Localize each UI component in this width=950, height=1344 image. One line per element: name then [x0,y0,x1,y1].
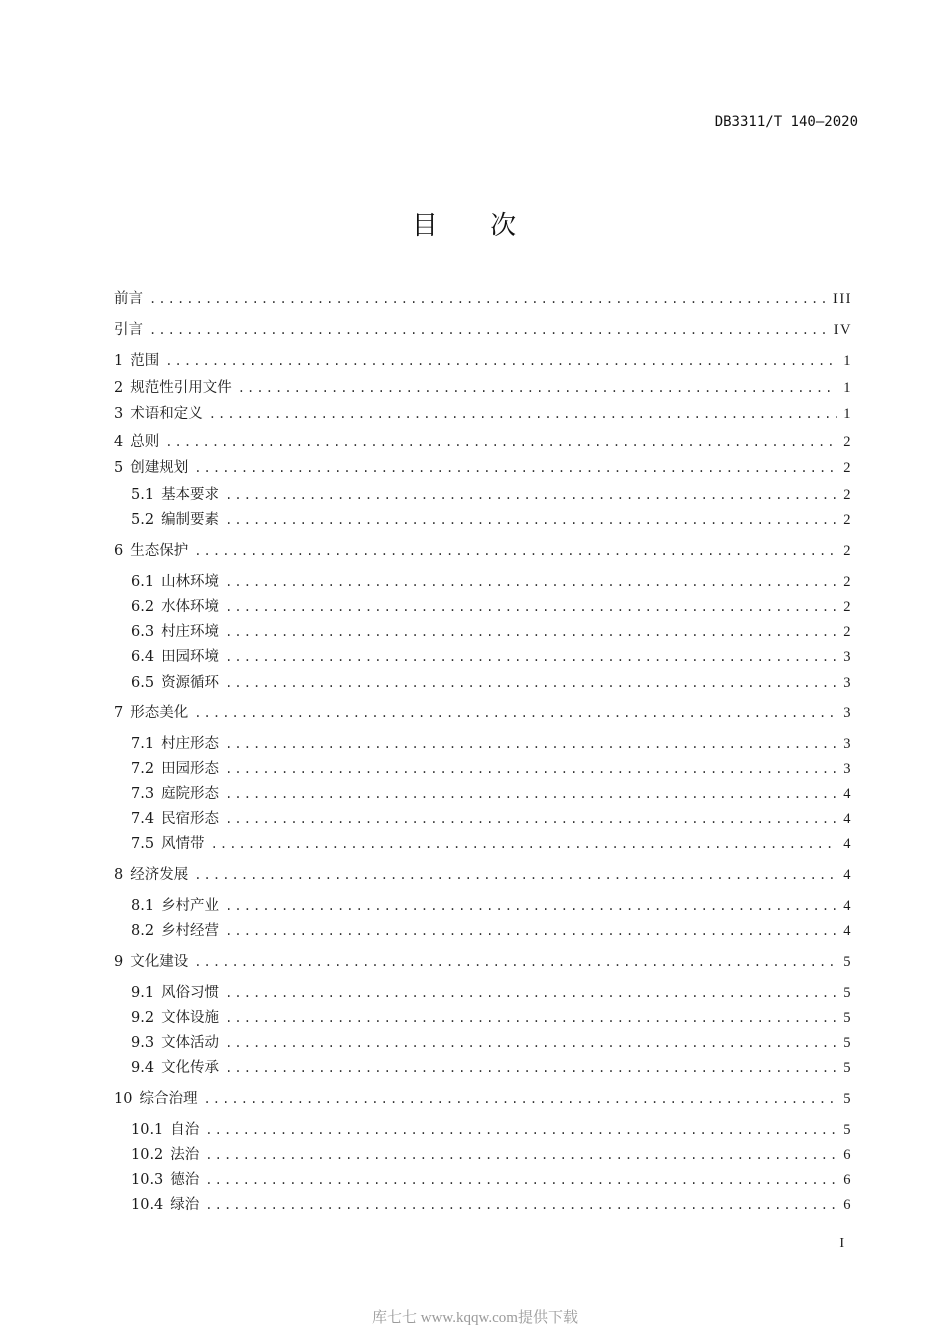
toc-entry-label [131,597,219,617]
toc-entry-number: 10.2 [131,1147,164,1163]
toc-dot-leader [225,1058,837,1078]
toc-entry-number: 10.3 [131,1172,164,1188]
toc-entry-label [131,1033,219,1053]
toc-entry-label [131,485,219,505]
toc-dot-leader [205,1195,837,1215]
toc-entry-title: 法治 [170,1147,200,1163]
toc-entry-label [131,673,219,693]
toc-dot-leader [203,1089,837,1109]
toc-entry-page: 2 [843,487,852,503]
toc-entry[interactable] [114,432,852,452]
toc-dot-leader [225,734,837,754]
toc-entry-number: 7.5 [131,836,155,852]
toc-entry-number: 8.2 [131,923,155,939]
toc-dot-leader [225,983,837,1003]
toc-entry[interactable] [131,921,852,941]
toc-dot-leader [194,458,837,478]
toc-entry[interactable] [131,1195,852,1215]
toc-entry[interactable] [131,485,852,505]
toc-dot-leader [194,541,837,561]
toc-entry-page: 4 [843,786,852,802]
toc-entry-number: 10.4 [131,1197,164,1213]
toc-entry-label [114,703,188,723]
toc-dot-leader [225,1033,837,1053]
toc-entry-number: 7 [114,705,124,721]
toc-entry-title: 引言 [114,322,143,338]
toc-entry-label [114,541,188,561]
toc-dot-leader [225,572,837,592]
toc-entry-number: 6.5 [131,675,155,691]
toc-entry[interactable] [131,1008,852,1028]
toc-dot-leader [194,952,837,972]
toc-entry-title: 风情带 [161,836,205,852]
toc-dot-leader [225,510,837,530]
toc-entry-page: 4 [843,811,852,827]
toc-entry-title: 乡村经营 [161,923,220,939]
toc-entry-number: 6.2 [131,599,155,615]
toc-entry-label [114,458,188,478]
toc-dot-leader [165,432,837,452]
toc-entry-label [131,1145,199,1165]
toc-entry-page: 2 [843,599,852,615]
toc-dot-leader [149,289,827,309]
toc-entry-page: 6 [843,1197,852,1213]
toc-entry-page: 5 [843,1035,852,1051]
toc-entry[interactable] [114,289,852,309]
toc-entry-page: 4 [843,836,852,852]
toc-entry[interactable] [131,896,852,916]
toc-entry-title: 形态美化 [130,705,189,721]
toc-entry-number: 4 [114,434,124,450]
toc-entry-label [131,784,219,804]
toc-dot-leader [225,647,837,667]
toc-entry-label [131,510,219,530]
toc-entry[interactable] [131,572,852,592]
toc-entry-title: 创建规划 [130,460,189,476]
toc-entry-label [131,809,219,829]
toc-entry-label [114,952,188,972]
toc-entry-page: 5 [843,1122,852,1138]
toc-entry-label [131,1058,219,1078]
toc-entry[interactable] [114,1089,852,1109]
toc-entry-page: 4 [843,867,852,883]
toc-dot-leader [238,378,838,398]
toc-entry-number: 7.2 [131,761,155,777]
toc-entry-label [114,351,159,371]
toc-entry-label [131,759,219,779]
toc-entry-number: 1 [114,353,124,369]
toc-entry-title: 风俗习惯 [161,985,220,1001]
toc-entry-number: 5 [114,460,124,476]
toc-entry[interactable] [131,510,852,530]
toc-entry-title: 经济发展 [130,867,189,883]
toc-entry-label [114,865,188,885]
toc-entry-label [114,404,203,424]
toc-entry-title: 村庄形态 [161,736,220,752]
toc-entry[interactable] [114,865,852,885]
toc-entry-title: 文体活动 [161,1035,220,1051]
toc-entry[interactable] [114,351,852,371]
toc-dot-leader [225,809,837,829]
toc-entry-title: 总则 [130,434,160,450]
toc-entry-number: 7.4 [131,811,155,827]
toc-entry[interactable] [114,458,852,478]
toc-entry-number: 5.2 [131,512,155,528]
toc-entry-title: 生态保护 [130,543,189,559]
toc-entry-label [131,734,219,754]
toc-dot-leader [205,1145,837,1165]
toc-entry-title: 水体环境 [161,599,220,615]
toc-entry[interactable] [114,404,852,424]
toc-entry[interactable] [114,378,852,398]
toc-entry-title: 综合治理 [139,1091,198,1107]
toc-entry[interactable] [131,1033,852,1053]
toc-dot-leader [225,673,837,693]
toc-entry-page: 2 [843,460,852,476]
toc-entry-title: 范围 [130,353,160,369]
toc-entry-number: 9.3 [131,1035,155,1051]
toc-entry-label [131,622,219,642]
toc-entry[interactable] [131,834,852,854]
toc-entry-label [131,834,205,854]
toc-entry-page: 2 [843,512,852,528]
toc-entry-page: 5 [843,1091,852,1107]
toc-dot-leader [225,921,837,941]
toc-entry-title: 村庄环境 [161,624,220,640]
toc-entry[interactable] [114,952,852,972]
toc-entry-title: 资源循环 [161,675,220,691]
toc-entry-number: 9.2 [131,1010,155,1026]
toc-entry-number: 8 [114,867,124,883]
toc-entry-page: 3 [843,649,852,665]
toc-entry[interactable] [114,703,852,723]
toc-entry-number: 6.4 [131,649,155,665]
toc-entry[interactable] [131,734,852,754]
toc-entry-page: 2 [843,624,852,640]
toc-entry[interactable] [131,784,852,804]
page-title: 目 次 [411,211,539,241]
toc-entry[interactable] [131,673,852,693]
toc-entry[interactable] [131,1058,852,1078]
toc-entry-title: 田园形态 [161,761,220,777]
page-number: I [839,1236,844,1251]
toc-entry-number: 9.1 [131,985,155,1001]
toc-entry-label [114,320,143,340]
toc-entry[interactable] [131,1170,852,1190]
toc-entry-label [131,1170,199,1190]
toc-entry-title: 自治 [170,1122,200,1138]
toc-entry-label [131,896,219,916]
toc-entry-label [114,432,159,452]
toc-entry-title: 民宿形态 [161,811,220,827]
toc-dot-leader [205,1170,837,1190]
toc-entry[interactable] [131,647,852,667]
toc-entry-number: 7.3 [131,786,155,802]
toc-entry-title: 基本要求 [161,487,220,503]
toc-entry-title: 规范性引用文件 [130,380,232,396]
toc-entry-page: 6 [843,1172,852,1188]
toc-entry-title: 山林环境 [161,574,220,590]
toc-entry[interactable] [131,622,852,642]
toc-dot-leader [225,1008,837,1028]
toc-entry-title: 绿治 [170,1197,200,1213]
toc-entry[interactable] [131,983,852,1003]
toc-entry-label [131,647,219,667]
toc-entry[interactable] [131,1145,852,1165]
toc-dot-leader [225,597,837,617]
toc-entry-page: III [833,291,852,307]
toc-entry-title: 德治 [170,1172,200,1188]
toc-entry-label [131,572,219,592]
toc-dot-leader [225,896,837,916]
toc-entry[interactable] [131,597,852,617]
toc-dot-leader [194,703,837,723]
toc-entry-label [131,921,219,941]
toc-entry-title: 编制要素 [161,512,220,528]
toc-entry-title: 前言 [114,291,143,307]
toc-entry-page: 1 [843,353,852,369]
toc-entry-page: 1 [843,406,852,422]
toc-entry-number: 6.3 [131,624,155,640]
toc-entry-label [131,1120,199,1140]
toc-entry-title: 田园环境 [161,649,220,665]
toc-entry-page: 2 [843,543,852,559]
toc-entry-label [131,983,219,1003]
toc-entry-label [131,1195,199,1215]
toc-entry-page: 3 [843,761,852,777]
toc-dot-leader [225,485,837,505]
toc-dot-leader [165,351,837,371]
toc-entry-number: 8.1 [131,898,155,914]
toc-entry-title: 文体设施 [161,1010,220,1026]
toc-entry-page: 2 [843,434,852,450]
toc-entry-page: 4 [843,923,852,939]
toc-entry-number: 5.1 [131,487,155,503]
toc-entry-label [114,289,143,309]
toc-entry-title: 乡村产业 [161,898,220,914]
toc-dot-leader [209,404,838,424]
toc-entry-number: 9 [114,954,124,970]
watermark-text: 库七七 www.kqqw.com提供下载 [372,1310,578,1326]
toc-dot-leader [225,759,837,779]
document-code: DB3311/T 140—2020 [714,114,858,130]
toc-entry[interactable] [114,541,852,561]
toc-entry-page: 3 [843,675,852,691]
toc-dot-leader [225,622,837,642]
toc-entry[interactable] [131,759,852,779]
toc-dot-leader [194,865,837,885]
toc-dot-leader [149,320,828,340]
toc-entry-title: 术语和定义 [130,406,203,422]
toc-entry-title: 文化传承 [161,1060,220,1076]
toc-entry-number: 2 [114,380,124,396]
toc-entry-page: 5 [843,954,852,970]
toc-entry-label [131,1008,219,1028]
toc-entry-page: 4 [843,898,852,914]
toc-entry-page: 2 [843,574,852,590]
toc-entry-number: 6.1 [131,574,155,590]
toc-entry-title: 庭院形态 [161,786,220,802]
toc-entry-page: 3 [843,705,852,721]
toc-entry-label [114,1089,197,1109]
toc-dot-leader [211,834,838,854]
toc-entry-title: 文化建设 [130,954,189,970]
toc-entry-page: 5 [843,1060,852,1076]
toc-dot-leader [205,1120,837,1140]
toc-entry[interactable] [114,320,852,340]
toc-dot-leader [225,784,837,804]
toc-entry-page: 5 [843,985,852,1001]
toc-entry-page: 6 [843,1147,852,1163]
toc-entry-page: 5 [843,1010,852,1026]
toc-entry-number: 9.4 [131,1060,155,1076]
toc-entry-number: 10 [114,1091,133,1107]
toc-entry-number: 6 [114,543,124,559]
toc-entry-page: IV [833,322,852,338]
toc-entry-page: 1 [843,380,852,396]
toc-entry[interactable] [131,809,852,829]
toc-entry-number: 3 [114,406,124,422]
toc-entry[interactable] [131,1120,852,1140]
toc-entry-label [114,378,232,398]
toc-entry-page: 3 [843,736,852,752]
toc-entry-number: 7.1 [131,736,155,752]
toc-entry-number: 10.1 [131,1122,164,1138]
